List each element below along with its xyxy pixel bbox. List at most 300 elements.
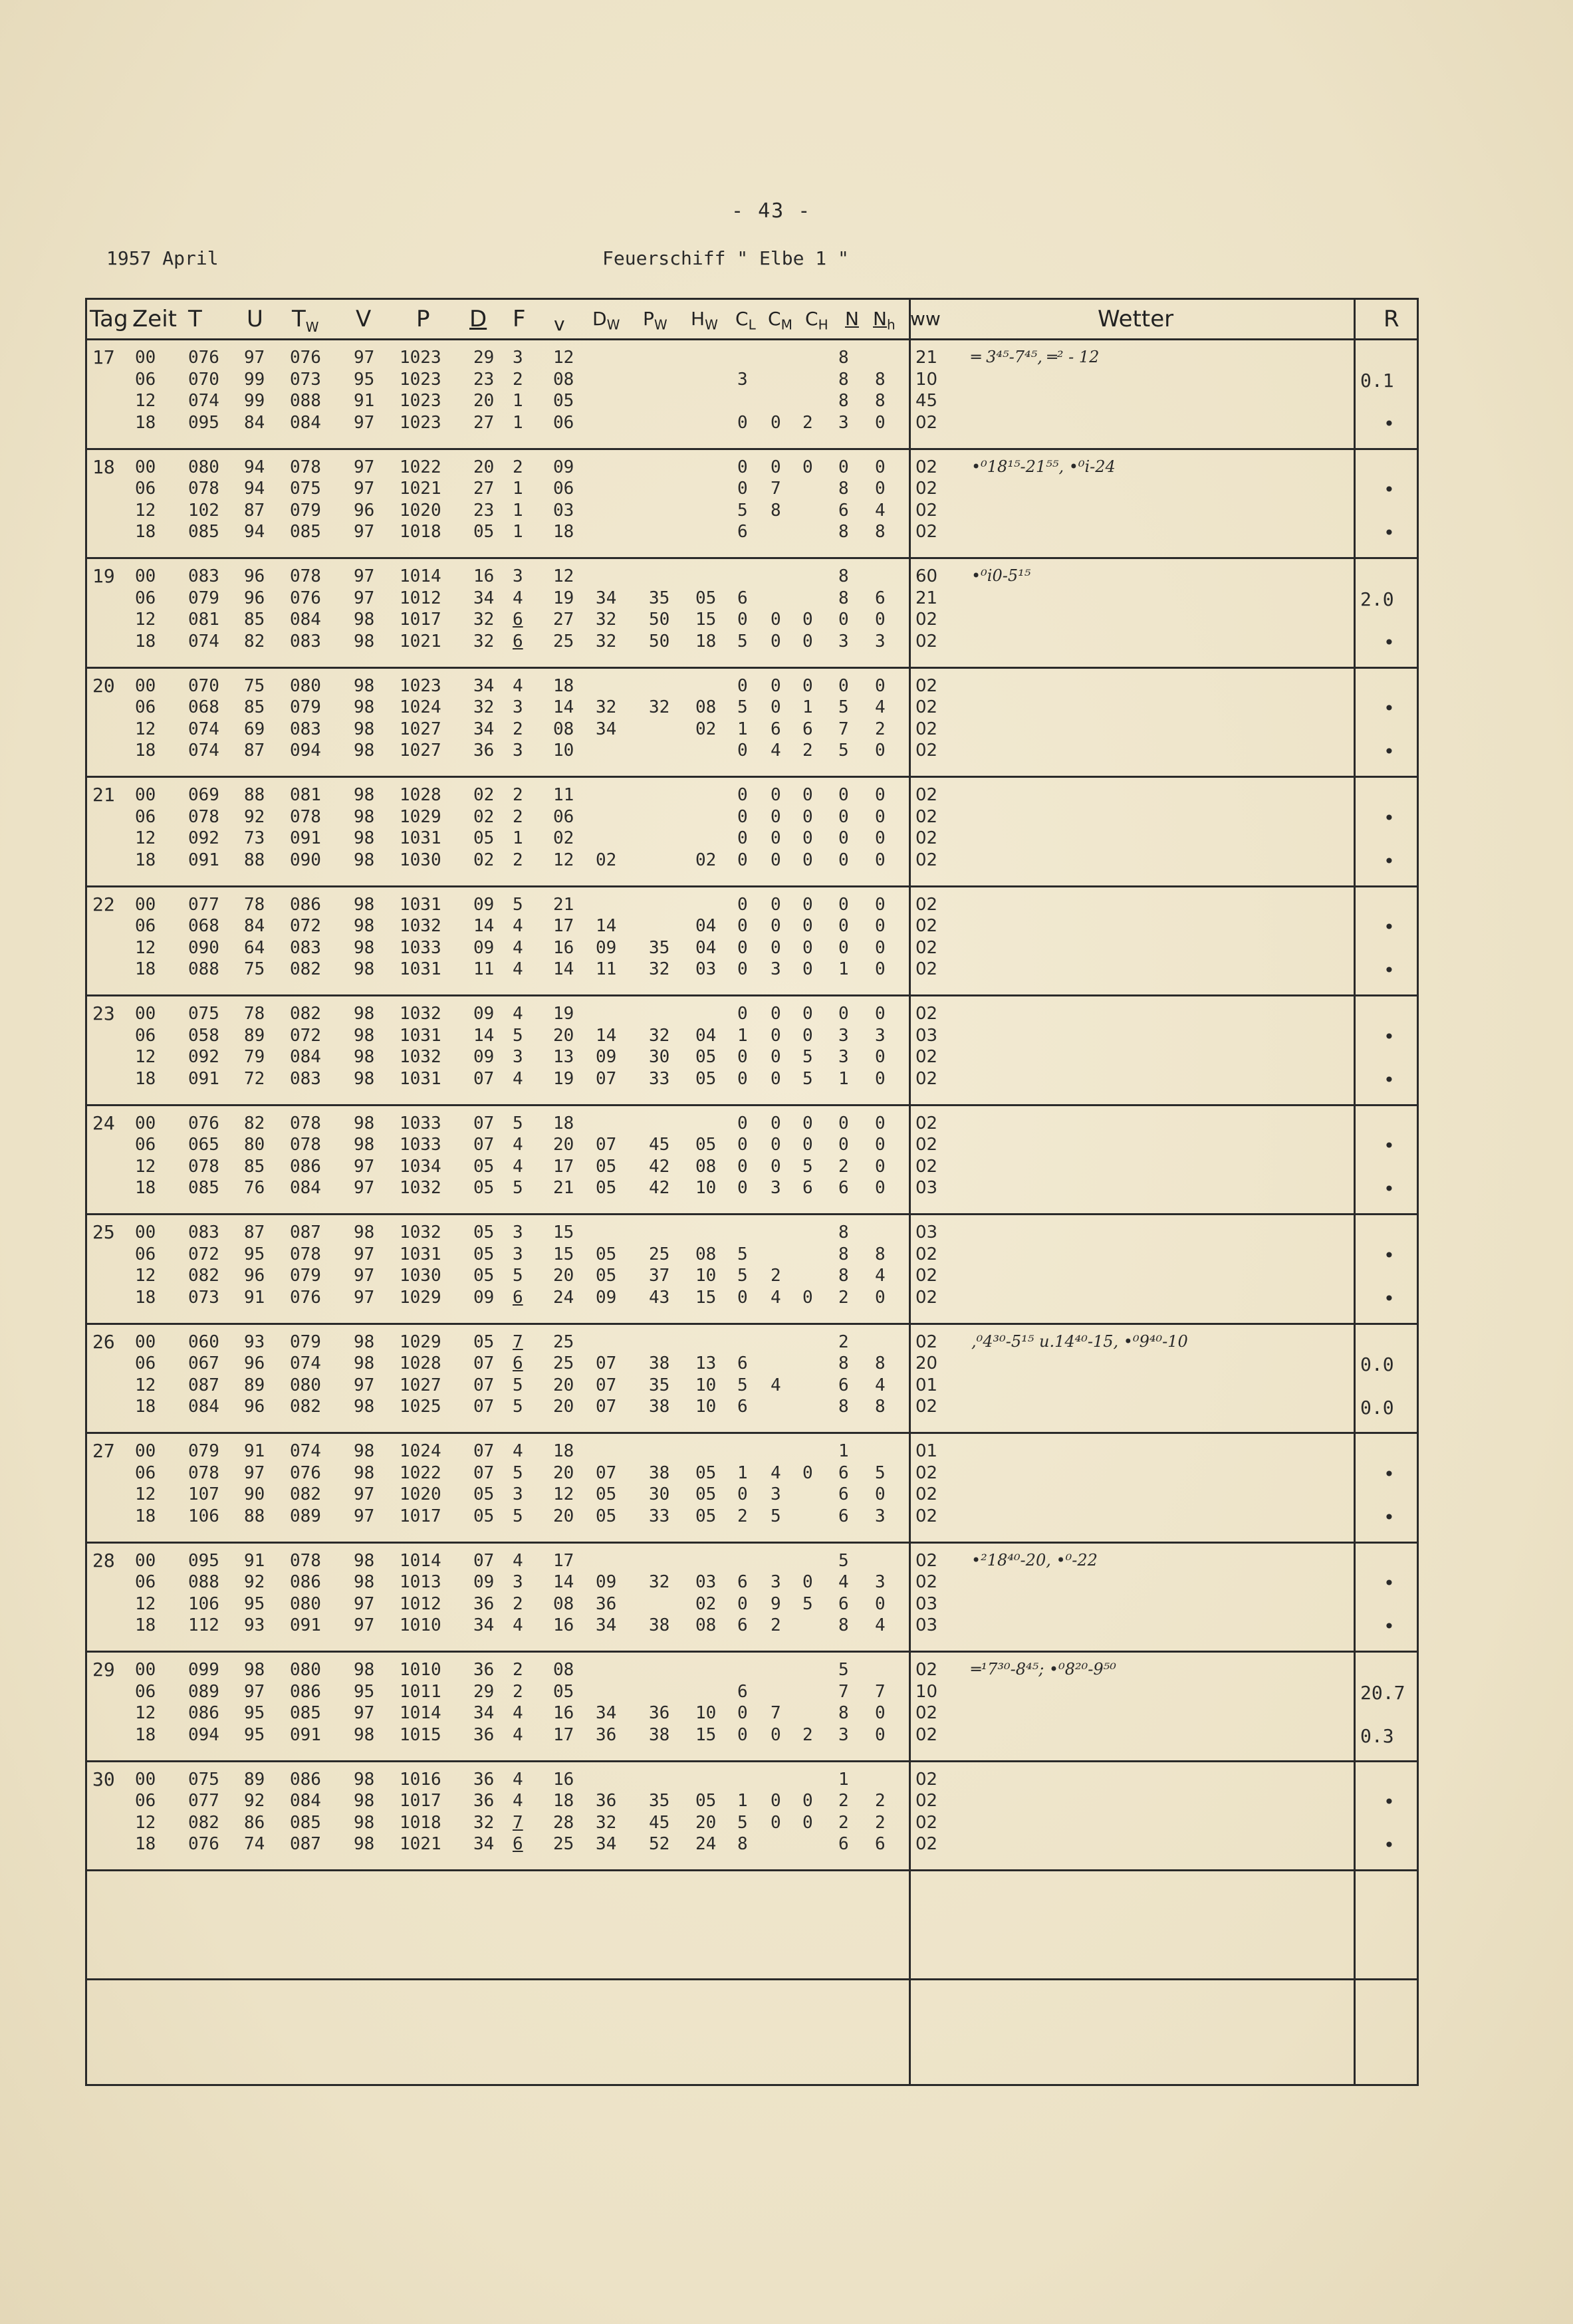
precip-value: 0.0: [1360, 1353, 1394, 1375]
cell-D: 34: [473, 588, 495, 608]
cell-time: 12: [135, 391, 156, 411]
cell-ww: 02: [915, 1332, 938, 1352]
cell-CM: 4: [771, 1375, 781, 1395]
cell-TW: 091: [290, 1615, 321, 1635]
cell-T: 076: [188, 348, 219, 368]
header-station: Feuerschiff " Elbe 1 ": [602, 247, 849, 269]
cell-V: 98: [354, 675, 375, 696]
cell-ww: 02: [915, 1506, 938, 1526]
cell-U: 73: [244, 828, 265, 848]
cell-D: 20: [473, 391, 495, 411]
weather-remark: •²18⁴⁰-20, •⁰-22: [971, 1550, 1098, 1569]
cell-ww: 02: [915, 522, 938, 542]
cell-F: 4: [513, 937, 523, 958]
cell-v: 08: [553, 719, 574, 739]
cell-P: 1017: [400, 1791, 441, 1811]
cell-F: 3: [513, 1244, 523, 1264]
cell-V: 98: [354, 850, 375, 870]
cell-DW: 07: [596, 1068, 617, 1089]
cell-D: 09: [473, 1287, 495, 1308]
col-t: T: [188, 306, 202, 332]
weather-table: [85, 298, 1419, 2086]
cell-CM: 0: [771, 828, 781, 848]
cell-ww: 21: [915, 588, 938, 608]
col-nh: $N_h$: [873, 308, 896, 333]
cell-time: 00: [135, 894, 156, 915]
col-cm: $C_M$: [768, 308, 792, 333]
cell-P: 1018: [400, 1812, 441, 1833]
cell-Nh: 0: [875, 1156, 886, 1177]
cell-P: 1033: [400, 937, 441, 958]
cell-D: 27: [473, 479, 495, 499]
cell-CL: 6: [737, 522, 748, 542]
cell-TW: 082: [290, 1397, 321, 1417]
cell-U: 87: [244, 741, 265, 760]
cell-V: 97: [354, 479, 375, 499]
cell-PW: 35: [649, 588, 670, 608]
cell-V: 98: [354, 1004, 375, 1024]
cell-v: 25: [553, 1332, 574, 1352]
cell-ww: 03: [915, 1593, 938, 1614]
cell-Nh: 0: [875, 1068, 886, 1089]
cell-CL: 0: [737, 785, 748, 805]
day-number: 23: [92, 1002, 115, 1024]
cell-D: 36: [473, 1593, 495, 1614]
cell-N: 8: [838, 1222, 849, 1242]
cell-N: 0: [838, 916, 849, 936]
cell-T: 078: [188, 806, 219, 827]
cell-V: 97: [354, 588, 375, 608]
cell-CM: 0: [771, 457, 781, 477]
cell-V: 98: [354, 937, 375, 958]
cell-N: 1: [838, 1068, 849, 1089]
header-rule: [87, 338, 1417, 340]
col-r: R: [1384, 306, 1399, 332]
col-tw: $T_W$: [292, 306, 319, 335]
cell-V: 97: [354, 348, 375, 368]
cell-T: 087: [188, 1375, 219, 1395]
cell-Nh: 0: [875, 1135, 886, 1155]
cell-time: 06: [135, 806, 156, 827]
cell-T: 085: [188, 1178, 219, 1198]
cell-DW: 32: [596, 610, 617, 630]
cell-Nh: 0: [875, 1047, 886, 1067]
cell-T: 102: [188, 500, 219, 521]
cell-CM: 0: [771, 1068, 781, 1089]
cell-time: 12: [135, 828, 156, 848]
cell-HW: 02: [695, 1593, 717, 1614]
cell-D: 07: [473, 1397, 495, 1417]
cell-HW: 05: [695, 588, 717, 608]
cell-ww: 02: [915, 828, 938, 848]
precip-value: •: [1384, 916, 1395, 938]
cell-F: 4: [513, 916, 523, 936]
cell-N: 0: [838, 894, 849, 915]
cell-CL: 5: [737, 631, 748, 651]
cell-ww: 02: [915, 719, 938, 739]
day-separator: [87, 448, 1417, 450]
cell-Nh: 0: [875, 850, 886, 870]
cell-v: 19: [553, 588, 574, 608]
cell-TW: 084: [290, 1178, 321, 1198]
cell-F: 2: [513, 1660, 523, 1680]
cell-TW: 078: [290, 1135, 321, 1155]
cell-CH: 0: [802, 894, 813, 915]
cell-P: 1016: [400, 1769, 441, 1790]
cell-N: 6: [838, 1375, 849, 1395]
cell-TW: 078: [290, 806, 321, 827]
cell-DW: 05: [596, 1244, 617, 1264]
cell-Nh: 0: [875, 1287, 886, 1308]
cell-P: 1027: [400, 741, 441, 760]
cell-Nh: 8: [875, 369, 886, 390]
cell-F: 4: [513, 1791, 523, 1811]
cell-ww: 60: [915, 566, 938, 586]
cell-CL: 0: [737, 828, 748, 848]
cell-v: 27: [553, 610, 574, 630]
precip-value: 20.7: [1360, 1681, 1405, 1704]
cell-v: 17: [553, 1550, 574, 1571]
cell-U: 97: [244, 1462, 265, 1483]
cell-time: 18: [135, 522, 156, 542]
cell-CM: 0: [771, 631, 781, 651]
cell-Nh: 2: [875, 1791, 886, 1811]
cell-Nh: 2: [875, 719, 886, 739]
cell-V: 97: [354, 1593, 375, 1614]
cell-v: 21: [553, 894, 574, 915]
cell-HW: 04: [695, 937, 717, 958]
cell-CH: 0: [802, 1572, 813, 1592]
cell-v: 20: [553, 1462, 574, 1483]
cell-CM: 2: [771, 1615, 781, 1635]
cell-V: 98: [354, 1660, 375, 1680]
cell-v: 21: [553, 1178, 574, 1198]
cell-U: 93: [244, 1332, 265, 1352]
cell-Nh: 0: [875, 937, 886, 958]
cell-TW: 079: [290, 500, 321, 521]
cell-DW: 34: [596, 1703, 617, 1723]
cell-T: 080: [188, 457, 219, 477]
cell-N: 8: [838, 369, 849, 390]
cell-DW: 36: [596, 1791, 617, 1811]
cell-T: 106: [188, 1593, 219, 1614]
cell-N: 0: [838, 1113, 849, 1133]
cell-v: 14: [553, 959, 574, 979]
cell-V: 98: [354, 828, 375, 848]
cell-V: 97: [354, 1287, 375, 1308]
cell-T: 078: [188, 1462, 219, 1483]
cell-TW: 083: [290, 719, 321, 739]
cell-time: 06: [135, 697, 156, 717]
cell-DW: 07: [596, 1353, 617, 1373]
cell-TW: 082: [290, 1484, 321, 1504]
cell-CL: 0: [737, 1004, 748, 1024]
col-ch: $C_H$: [805, 308, 828, 333]
cell-v: 18: [553, 522, 574, 542]
cell-CL: 0: [737, 479, 748, 499]
cell-F: 4: [513, 959, 523, 979]
empty-row-rule: [87, 1978, 1417, 1980]
cell-time: 00: [135, 1660, 156, 1680]
cell-F: 3: [513, 1047, 523, 1067]
cell-DW: 07: [596, 1135, 617, 1155]
cell-TW: 087: [290, 1834, 321, 1854]
cell-N: 0: [838, 675, 849, 696]
cell-D: 09: [473, 1004, 495, 1024]
cell-ww: 02: [915, 412, 938, 433]
cell-time: 00: [135, 1113, 156, 1133]
cell-V: 98: [354, 1025, 375, 1046]
cell-U: 78: [244, 1004, 265, 1024]
col-hw: $H_W$: [691, 308, 718, 333]
cell-D: 34: [473, 719, 495, 739]
cell-Nh: 3: [875, 631, 886, 651]
cell-N: 3: [838, 1025, 849, 1046]
cell-V: 97: [354, 412, 375, 433]
cell-U: 85: [244, 610, 265, 630]
cell-TW: 085: [290, 1812, 321, 1833]
divider-ww: [909, 300, 911, 2084]
cell-Nh: 8: [875, 522, 886, 542]
cell-F: 2: [513, 719, 523, 739]
cell-N: 2: [838, 1287, 849, 1308]
cell-D: 07: [473, 1375, 495, 1395]
cell-PW: 38: [649, 1615, 670, 1635]
cell-CM: 0: [771, 1156, 781, 1177]
cell-HW: 18: [695, 631, 717, 651]
cell-ww: 02: [915, 1660, 938, 1680]
cell-U: 86: [244, 1812, 265, 1833]
cell-D: 11: [473, 959, 495, 979]
cell-P: 1020: [400, 1484, 441, 1504]
cell-N: 6: [838, 1178, 849, 1198]
cell-v: 17: [553, 1156, 574, 1177]
cell-D: 07: [473, 1462, 495, 1483]
cell-T: 091: [188, 1068, 219, 1089]
cell-PW: 33: [649, 1506, 670, 1526]
cell-T: 078: [188, 1156, 219, 1177]
cell-U: 78: [244, 894, 265, 915]
weather-remark: ═ 3⁴⁵-7⁴⁵, ═² - 12: [971, 348, 1100, 366]
cell-U: 82: [244, 1113, 265, 1133]
cell-time: 18: [135, 741, 156, 760]
precip-value: •: [1384, 631, 1395, 653]
cell-T: 095: [188, 412, 219, 433]
cell-CM: 0: [771, 697, 781, 717]
cell-V: 98: [354, 894, 375, 915]
cell-N: 2: [838, 1791, 849, 1811]
cell-N: 0: [838, 806, 849, 827]
cell-F: 3: [513, 1484, 523, 1504]
cell-TW: 078: [290, 1550, 321, 1571]
cell-CL: 0: [737, 806, 748, 827]
cell-U: 75: [244, 675, 265, 696]
cell-U: 94: [244, 522, 265, 542]
day-number: 22: [92, 893, 115, 915]
cell-time: 12: [135, 1375, 156, 1395]
cell-CH: 0: [802, 675, 813, 696]
cell-N: 8: [838, 566, 849, 586]
cell-DW: 05: [596, 1484, 617, 1504]
precip-value: •: [1384, 522, 1395, 544]
cell-F: 3: [513, 348, 523, 368]
cell-CH: 6: [802, 719, 813, 739]
cell-N: 8: [838, 348, 849, 368]
cell-time: 12: [135, 610, 156, 630]
cell-TW: 082: [290, 959, 321, 979]
cell-ww: 02: [915, 937, 938, 958]
cell-F: 3: [513, 741, 523, 760]
col-n: N: [845, 308, 859, 330]
cell-ww: 02: [915, 457, 938, 477]
cell-N: 6: [838, 1506, 849, 1526]
cell-U: 92: [244, 1791, 265, 1811]
cell-DW: 07: [596, 1397, 617, 1417]
col-v-small: v: [554, 313, 565, 335]
cell-time: 18: [135, 1178, 156, 1198]
col-v: V: [356, 306, 372, 332]
cell-U: 95: [244, 1724, 265, 1745]
cell-F: 2: [513, 369, 523, 390]
day-number: 27: [92, 1440, 115, 1462]
cell-D: 36: [473, 1791, 495, 1811]
cell-U: 84: [244, 412, 265, 433]
cell-CH: 0: [802, 806, 813, 827]
cell-V: 98: [354, 631, 375, 651]
cell-ww: 02: [915, 1703, 938, 1723]
cell-CL: 0: [737, 1703, 748, 1723]
cell-P: 1010: [400, 1660, 441, 1680]
cell-HW: 13: [695, 1353, 717, 1373]
cell-Nh: 2: [875, 1812, 886, 1833]
cell-TW: 094: [290, 741, 321, 760]
cell-F: 2: [513, 785, 523, 805]
cell-ww: 02: [915, 500, 938, 521]
cell-N: 1: [838, 959, 849, 979]
cell-HW: 04: [695, 916, 717, 936]
cell-CL: 0: [737, 937, 748, 958]
cell-time: 00: [135, 348, 156, 368]
cell-P: 1033: [400, 1113, 441, 1133]
cell-N: 0: [838, 850, 849, 870]
cell-P: 1028: [400, 785, 441, 805]
cell-HW: 08: [695, 697, 717, 717]
cell-V: 98: [354, 741, 375, 760]
cell-CL: 0: [737, 412, 748, 433]
cell-T: 068: [188, 697, 219, 717]
cell-P: 1014: [400, 1703, 441, 1723]
cell-Nh: 0: [875, 479, 886, 499]
cell-P: 1015: [400, 1724, 441, 1745]
cell-D: 05: [473, 1244, 495, 1264]
col-pw: $P_W$: [643, 308, 667, 333]
cell-U: 94: [244, 457, 265, 477]
cell-v: 20: [553, 1135, 574, 1155]
cell-N: 8: [838, 1266, 849, 1286]
cell-U: 96: [244, 1353, 265, 1373]
precip-value: •: [1384, 806, 1395, 829]
cell-P: 1028: [400, 1353, 441, 1373]
cell-ww: 03: [915, 1178, 938, 1198]
cell-v: 12: [553, 348, 574, 368]
cell-CL: 6: [737, 1397, 748, 1417]
cell-N: 3: [838, 1724, 849, 1745]
cell-Nh: 0: [875, 412, 886, 433]
cell-T: 077: [188, 894, 219, 915]
cell-P: 1029: [400, 806, 441, 827]
cell-T: 088: [188, 959, 219, 979]
cell-HW: 10: [695, 1266, 717, 1286]
cell-U: 96: [244, 566, 265, 586]
cell-F: 4: [513, 1004, 523, 1024]
cell-PW: 32: [649, 959, 670, 979]
cell-F: 4: [513, 588, 523, 608]
cell-V: 97: [354, 1484, 375, 1504]
cell-time: 00: [135, 1332, 156, 1352]
day-separator: [87, 667, 1417, 669]
cell-T: 086: [188, 1703, 219, 1723]
weather-remark: ,⁰4³⁰-5¹⁵ u.14⁴⁰-15, •⁰9⁴⁰-10: [971, 1332, 1188, 1351]
cell-D: 34: [473, 1615, 495, 1635]
precip-value: 0.0: [1360, 1397, 1394, 1419]
cell-U: 89: [244, 1025, 265, 1046]
cell-time: 18: [135, 1287, 156, 1308]
cell-CM: 0: [771, 1724, 781, 1745]
cell-P: 1031: [400, 1068, 441, 1089]
cell-ww: 02: [915, 894, 938, 915]
cell-CH: 0: [802, 631, 813, 651]
cell-U: 88: [244, 1506, 265, 1526]
cell-P: 1031: [400, 1244, 441, 1264]
cell-P: 1017: [400, 610, 441, 630]
cell-N: 0: [838, 457, 849, 477]
cell-D: 36: [473, 1769, 495, 1790]
cell-U: 91: [244, 1441, 265, 1461]
cell-F: 1: [513, 412, 523, 433]
precip-value: •: [1384, 1615, 1395, 1637]
cell-P: 1021: [400, 479, 441, 499]
page-number: - 43 -: [731, 199, 812, 223]
cell-ww: 02: [915, 1156, 938, 1177]
cell-Nh: 0: [875, 916, 886, 936]
cell-Nh: 3: [875, 1025, 886, 1046]
cell-time: 12: [135, 1593, 156, 1614]
cell-TW: 079: [290, 697, 321, 717]
cell-DW: 05: [596, 1506, 617, 1526]
cell-F: 3: [513, 1572, 523, 1592]
cell-F: 5: [513, 1113, 523, 1133]
cell-U: 91: [244, 1550, 265, 1571]
cell-T: 079: [188, 1441, 219, 1461]
cell-v: 19: [553, 1004, 574, 1024]
day-number: 26: [92, 1330, 115, 1353]
cell-TW: 078: [290, 1113, 321, 1133]
cell-Nh: 8: [875, 1244, 886, 1264]
cell-V: 98: [354, 697, 375, 717]
cell-CM: 0: [771, 412, 781, 433]
cell-v: 18: [553, 1791, 574, 1811]
cell-v: 18: [553, 1441, 574, 1461]
cell-V: 97: [354, 1375, 375, 1395]
cell-HW: 20: [695, 1812, 717, 1833]
precip-value: •: [1384, 1135, 1395, 1157]
cell-F: 4: [513, 675, 523, 696]
cell-T: 089: [188, 1681, 219, 1702]
cell-V: 97: [354, 522, 375, 542]
cell-HW: 10: [695, 1178, 717, 1198]
cell-N: 0: [838, 1135, 849, 1155]
cell-D: 09: [473, 1572, 495, 1592]
